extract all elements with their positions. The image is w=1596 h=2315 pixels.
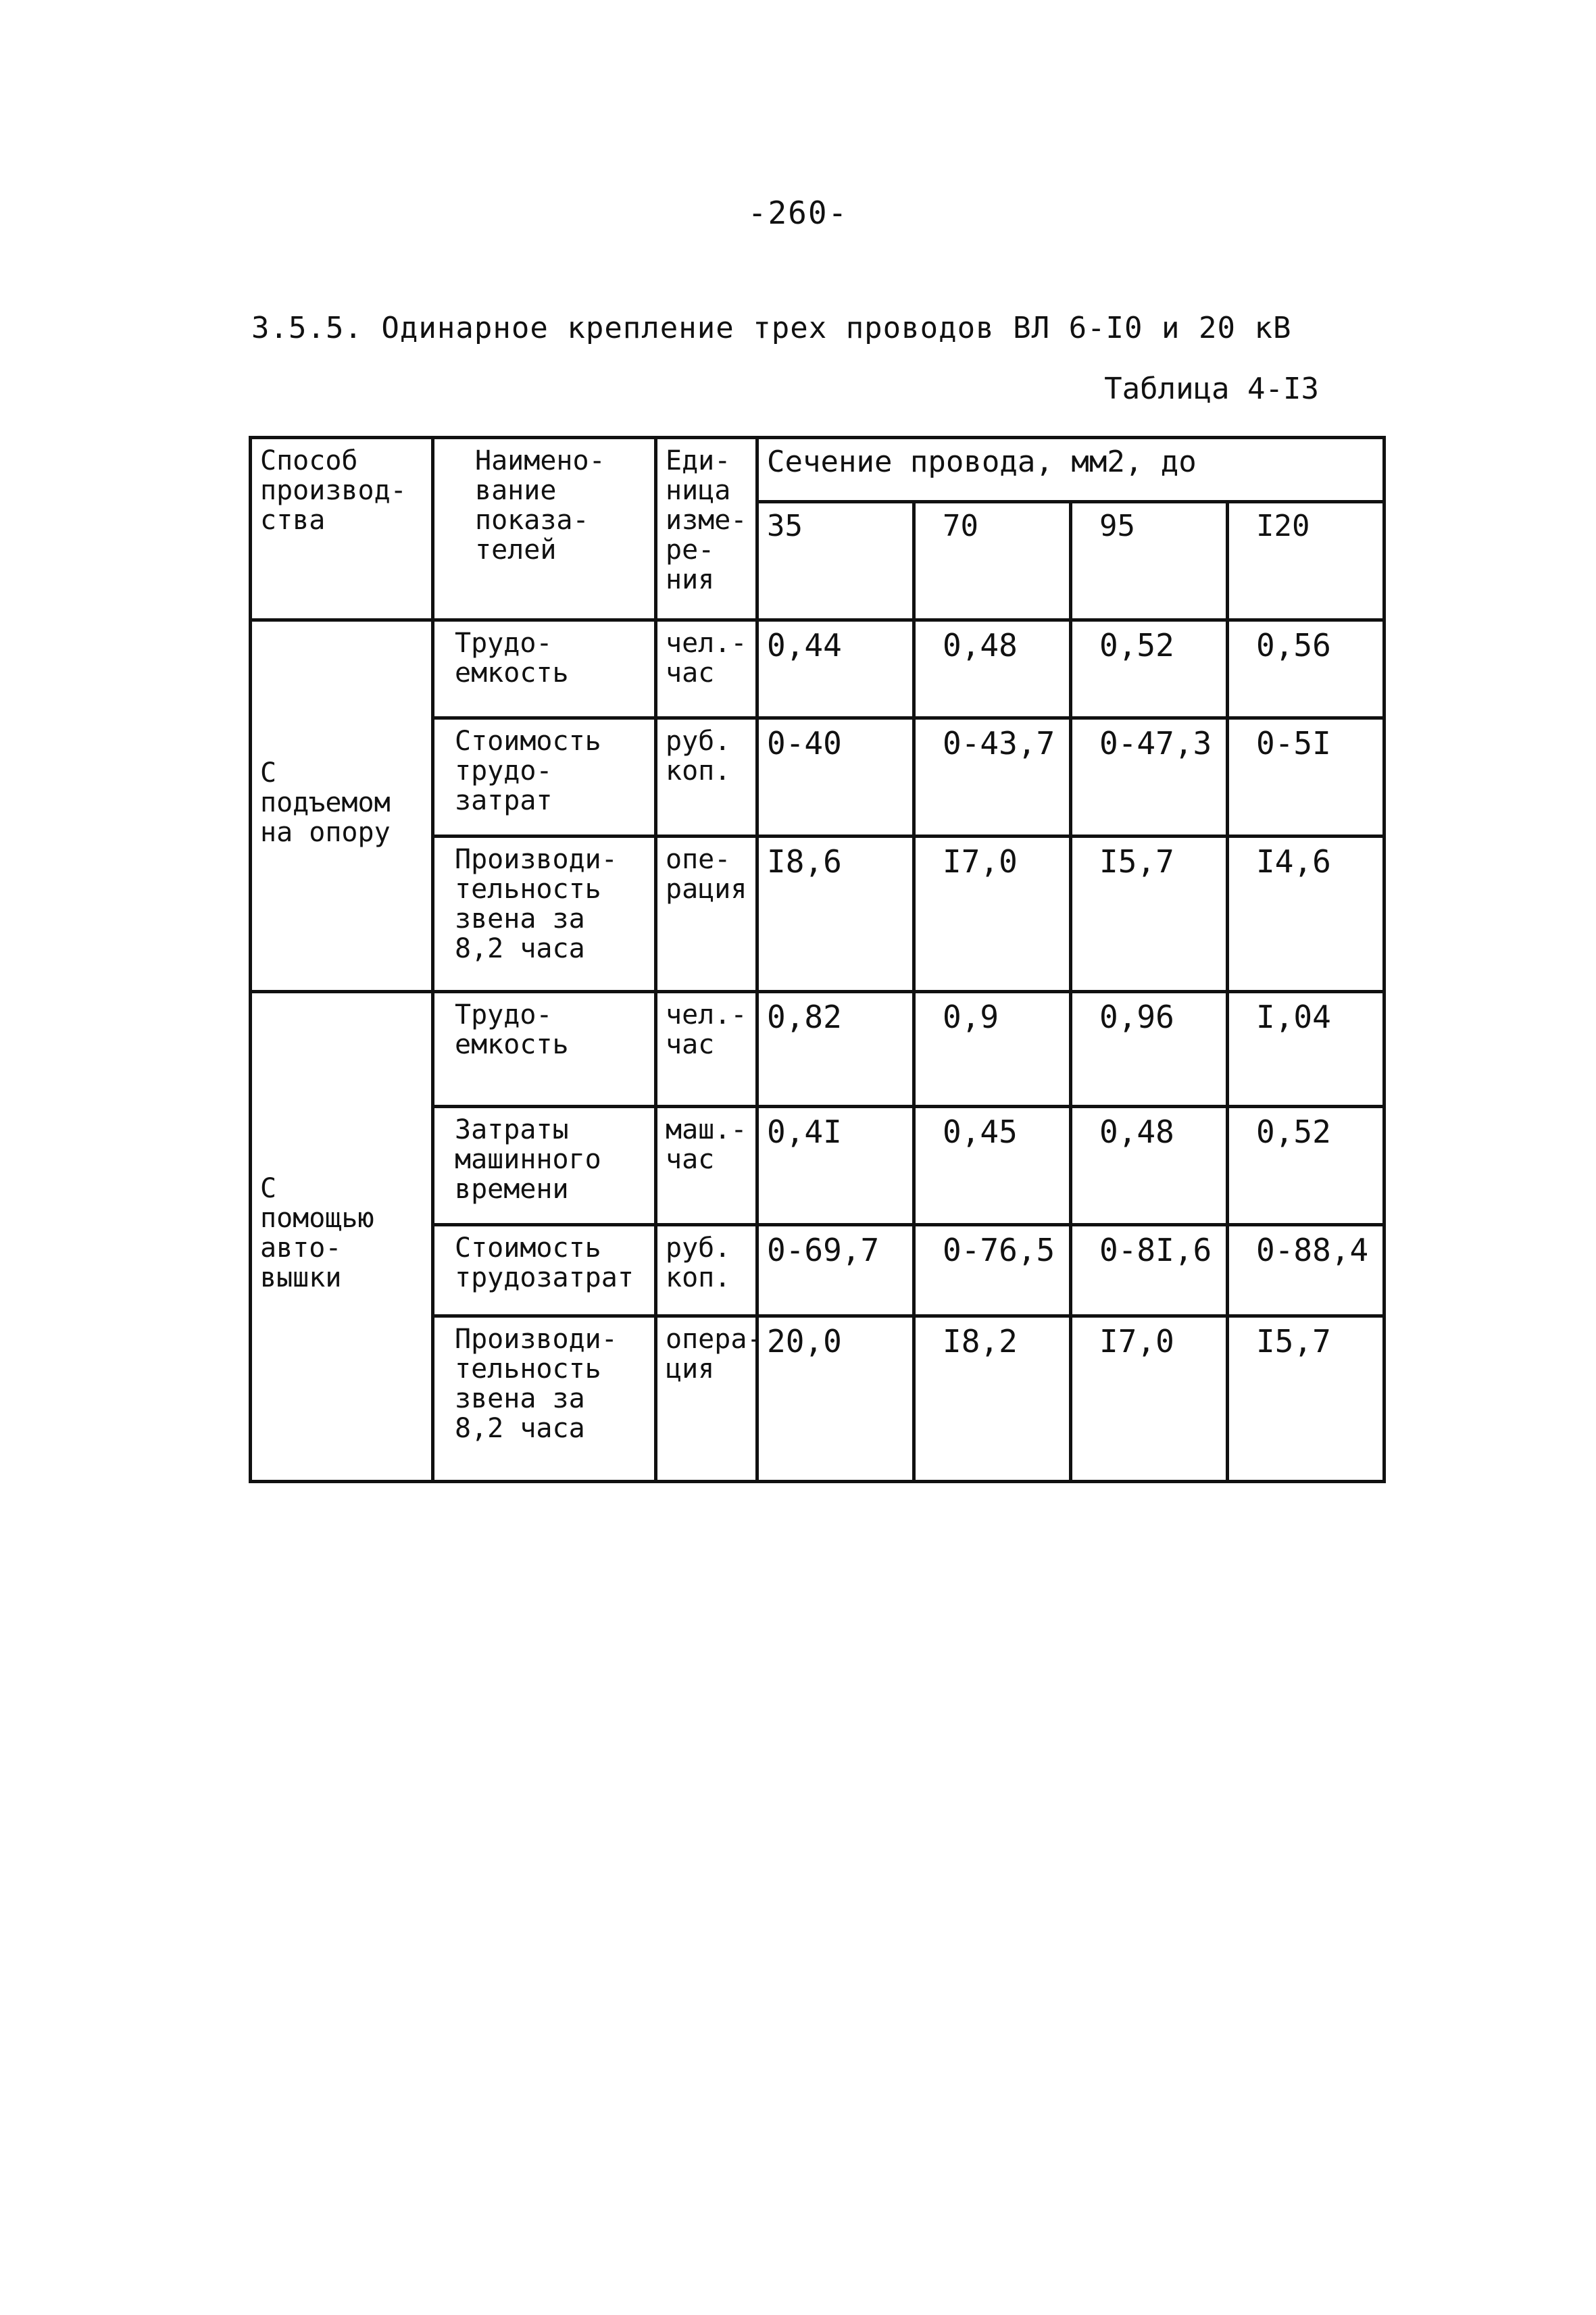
header-section-group: Сечение провода, мм2, до — [757, 438, 1385, 502]
unit-cell: руб. коп. — [656, 718, 757, 837]
value-cell: 0-40 — [757, 718, 914, 837]
value-cell: 0-88,4 — [1228, 1225, 1385, 1316]
section-heading: 3.5.5. Одинарное крепление трех проводов ВЛ 6-I0 и 20 кВ — [251, 311, 1292, 345]
value-cell: 0-8I,6 — [1071, 1225, 1228, 1316]
header-indicator: Наимено- вание показа- телей — [433, 438, 656, 620]
header-unit: Еди- ница изме- ре- ния — [656, 438, 757, 620]
value-cell: 0,52 — [1228, 1107, 1385, 1225]
method-cell-lift: С подъемом на опору — [251, 620, 433, 992]
value-cell: 20,0 — [757, 1316, 914, 1482]
value-cell: I7,0 — [914, 837, 1071, 992]
indicator-cell: Стоимость трудо- затрат — [433, 718, 656, 837]
value-cell: 0,48 — [1071, 1107, 1228, 1225]
unit-cell: чел.- час — [656, 620, 757, 718]
value-cell: 0-43,7 — [914, 718, 1071, 837]
indicator-cell: Трудо- емкость — [433, 992, 656, 1107]
header-section-70: 70 — [914, 502, 1071, 620]
value-cell: 0-69,7 — [757, 1225, 914, 1316]
unit-cell: опера- ция — [656, 1316, 757, 1482]
unit-cell: чел.- час — [656, 992, 757, 1107]
indicator-cell: Производи- тельность звена за 8,2 часа — [433, 1316, 656, 1482]
header-section-120: I20 — [1228, 502, 1385, 620]
indicator-cell: Трудо- емкость — [433, 620, 656, 718]
indicator-cell: Производи- тельность звена за 8,2 часа — [433, 837, 656, 992]
table-header-row — [251, 438, 1385, 502]
value-cell: I5,7 — [1071, 837, 1228, 992]
norms-table — [249, 436, 1386, 1483]
indicator-cell: Стоимость трудозатрат — [433, 1225, 656, 1316]
value-cell: 0,9 — [914, 992, 1071, 1107]
value-cell: I7,0 — [1071, 1316, 1228, 1482]
page-number: -260- — [747, 195, 849, 231]
header-method: Способ производ- ства — [251, 438, 433, 620]
value-cell: I4,6 — [1228, 837, 1385, 992]
value-cell: 0-76,5 — [914, 1225, 1071, 1316]
value-cell: 0-47,3 — [1071, 718, 1228, 837]
value-cell: I5,7 — [1228, 1316, 1385, 1482]
header-section-95: 95 — [1071, 502, 1228, 620]
value-cell: 0-5I — [1228, 718, 1385, 837]
value-cell: 0,82 — [757, 992, 914, 1107]
table-caption: Таблица 4-I3 — [1104, 372, 1319, 406]
value-cell: 0,4I — [757, 1107, 914, 1225]
indicator-cell: Затраты машинного времени — [433, 1107, 656, 1225]
value-cell: 0,56 — [1228, 620, 1385, 718]
value-cell: I8,6 — [757, 837, 914, 992]
value-cell: 0,96 — [1071, 992, 1228, 1107]
value-cell: 0,52 — [1071, 620, 1228, 718]
header-section-35: 35 — [757, 502, 914, 620]
table-row — [251, 620, 1385, 718]
unit-cell: опе- рация — [656, 837, 757, 992]
value-cell: 0,44 — [757, 620, 914, 718]
table-row — [251, 992, 1385, 1107]
value-cell: 0,45 — [914, 1107, 1071, 1225]
unit-cell: руб. коп. — [656, 1225, 757, 1316]
value-cell: 0,48 — [914, 620, 1071, 718]
value-cell: I8,2 — [914, 1316, 1071, 1482]
value-cell: I,04 — [1228, 992, 1385, 1107]
unit-cell: маш.- час — [656, 1107, 757, 1225]
method-cell-aerial-lift: С помощью авто- вышки — [251, 992, 433, 1482]
